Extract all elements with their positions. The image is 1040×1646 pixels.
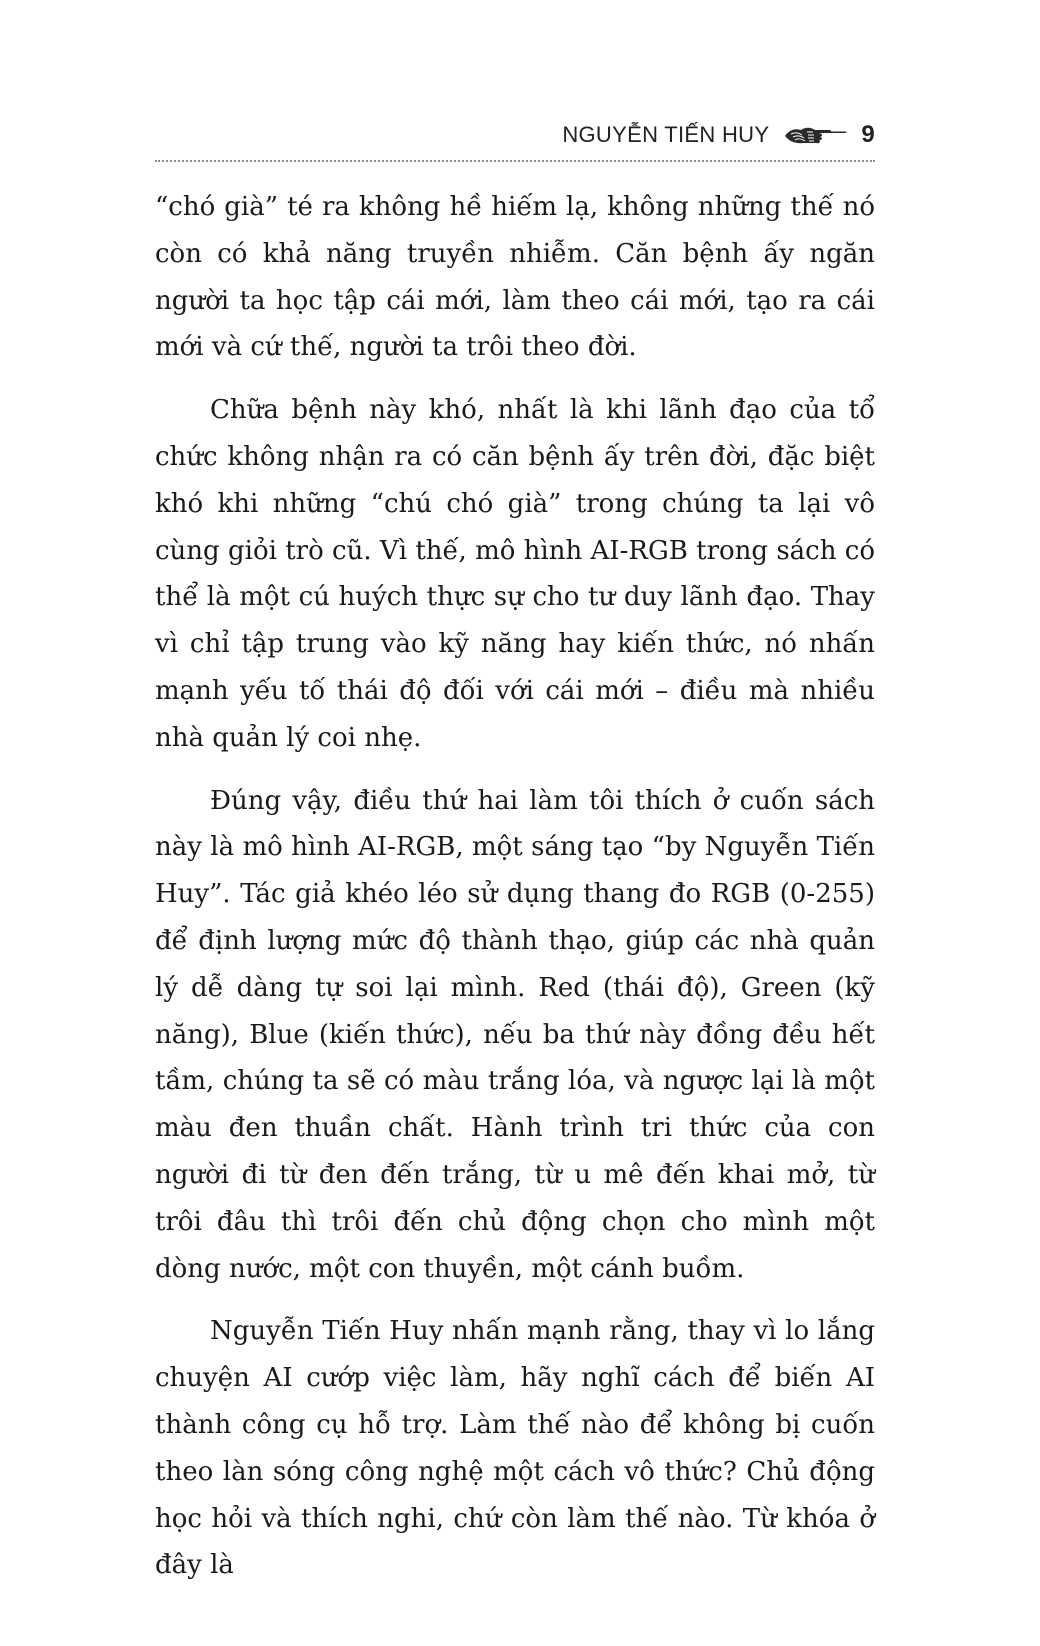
header-divider — [155, 160, 875, 162]
page-number: 9 — [861, 121, 875, 148]
paragraph-1: “chó già” té ra không hề hiếm lạ, không những thế nó còn có khả năng truyền nhiễm. Căn bệnh ấy ngăn người ta học tập cái mới, làm theo cái mới, tạo ra cái mới và cứ thế, người ta trôi theo đời. — [155, 192, 875, 363]
paragraph-4: Nguyễn Tiến Huy nhấn mạnh rằng, thay vì lo lắng chuyện AI cướp việc làm, hãy nghĩ cách để biến AI thành công cụ hỗ trợ. Làm thế nào để không bị cuốn theo làn sóng công nghệ một cách vô thức? Chủ động học hỏi và thích nghi, chứ còn làm thế nào. Từ khóa ở đây là — [155, 1316, 875, 1581]
paragraph-3: Đúng vậy, điều thứ hai làm tôi thích ở cuốn sách này là mô hình AI-RGB, một sáng tạo “by Nguyễn Tiến Huy”. Tác giả khéo léo sử dụng thang đo RGB (0-255) để định lượng mức độ thành thạo, giúp các nhà quản lý dễ dàng tự soi lại mình. Red (thái độ), Green (kỹ năng), Blue (kiến thức), nếu ba thứ này đồng đều hết tầm, chúng ta sẽ có màu trắng lóa, và ngược lại là một màu đen thuần chất. Hành trình tri thức của con người đi từ đen đến trắng, từ u mê đến khai mở, từ trôi đâu thì trôi đến chủ động chọn cho mình một dòng nước, một con thuyền, một cánh buồm. — [155, 785, 875, 1284]
body-text — [155, 184, 875, 1589]
pointing-hand-icon — [783, 122, 849, 148]
paragraph-2: Chữa bệnh này khó, nhất là khi lãnh đạo của tổ chức không nhận ra có căn bệnh ấy trên đời, đặc biệt khó khi những “chú chó già” trong chúng ta lại vô cùng giỏi trò cũ. Vì thế, mô hình AI-RGB trong sách có thể là một cú huých thực sự cho tư duy lãnh đạo. Thay vì chỉ tập trung vào kỹ năng hay kiến thức, nó nhấn mạnh yếu tố thái độ đối với cái mới – điều mà nhiều nhà quản lý coi nhẹ. — [155, 395, 875, 753]
header-author: NGUYỄN TIẾN HUY — [562, 122, 770, 147]
running-header — [155, 112, 875, 158]
